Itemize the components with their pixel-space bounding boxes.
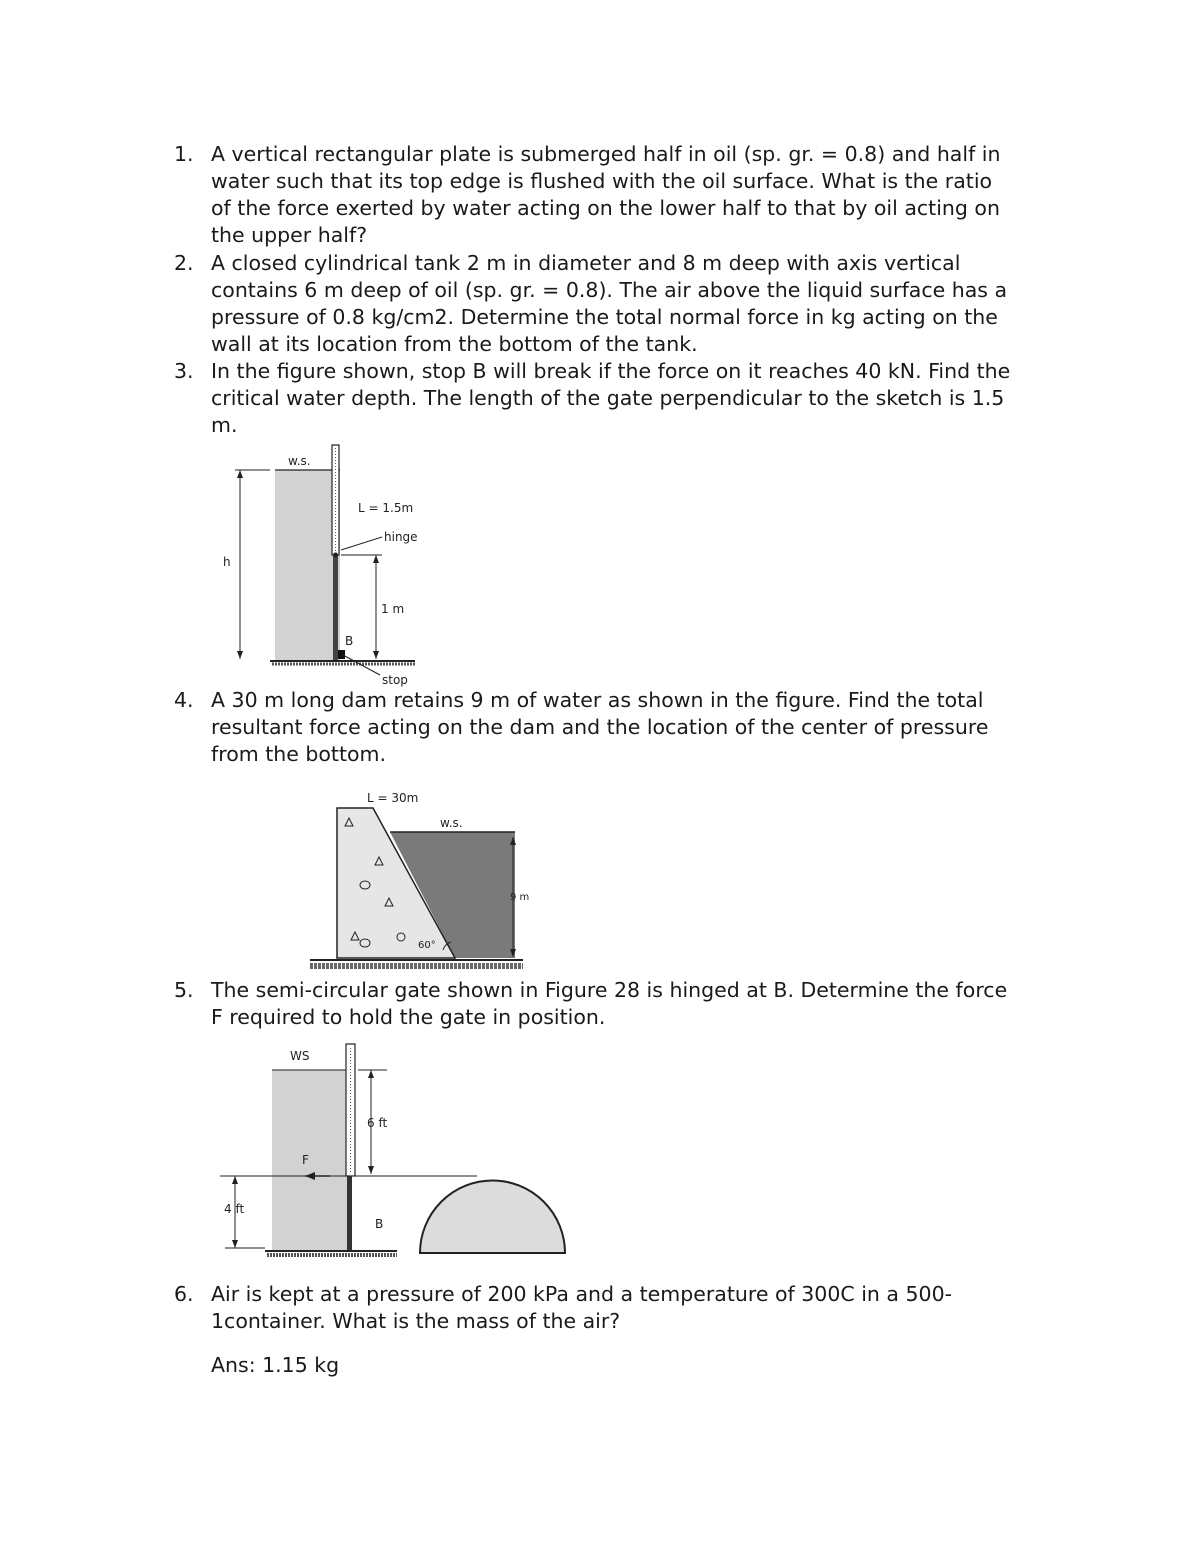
depth-label: 9 m [510, 892, 530, 903]
b-label: B [375, 1217, 384, 1231]
question-4 [174, 687, 1074, 768]
gate-stop-diagram [210, 440, 430, 690]
hinge-leader [341, 537, 382, 550]
dam-diagram [305, 780, 540, 975]
4ft-arrow-bottom [232, 1240, 238, 1248]
stop-block [338, 650, 345, 659]
6ft-label: 6 ft [367, 1116, 388, 1130]
question-text: In the figure shown, stop B will break if the force on it reaches 40 kN. Find the critical water depth. The length of the gate perpendicular to the sketch is 1.5 m. [211, 359, 1011, 437]
h-arrow-bottom [237, 651, 243, 659]
question-text: A vertical rectangular plate is submerged half in oil (sp. gr. = 0.8) and half in water such that its top edge is flushed with the oil surface. What is the ratio of the force exerted by water acting on the lower half to that by oil acting on the upper half? [211, 142, 1001, 247]
question-number: 5. [174, 978, 194, 1002]
figure-semicircular-gate [215, 1040, 580, 1270]
gate-plate [347, 1176, 352, 1251]
question-number: 1. [174, 142, 194, 166]
h-label: h [223, 555, 231, 569]
question-number: 2. [174, 251, 194, 275]
gate-height-label: 1 m [381, 602, 405, 616]
4ft-arrow-top [232, 1176, 238, 1184]
question-number: 4. [174, 688, 194, 712]
gate-plate [333, 555, 338, 660]
ws-label: w.s. [440, 816, 463, 830]
4ft-label: 4 ft [224, 1202, 245, 1216]
hinge-pin [333, 553, 338, 558]
ws-label: WS [290, 1049, 310, 1063]
dam-length-label: L = 30m [367, 791, 419, 805]
h-arrow-top [237, 470, 243, 478]
gate-length-label: L = 1.5m [358, 501, 414, 515]
question-1 [174, 141, 1074, 249]
6ft-arrow-bottom [368, 1166, 374, 1174]
6ft-arrow-top [368, 1070, 374, 1078]
figure-dam [305, 780, 540, 975]
b-label: B [345, 634, 354, 648]
water-region [272, 1070, 347, 1250]
question-6 [174, 1281, 1074, 1335]
water-region [275, 470, 340, 660]
1m-arrow-bottom [373, 651, 379, 659]
question-text: A closed cylindrical tank 2 m in diameter and 8 m deep with axis vertical contains 6 m deep of oil (sp. gr. = 0.8). The air above the liquid surface has a pressure of 0.8 kg/cm2. Determine the total normal force in kg acting on the wall at its location from the bottom of the tank. [211, 251, 1008, 356]
question-text: The semi-circular gate shown in Figure 28 is hinged at B. Determine the force F required to hold the gate in position. [211, 978, 1008, 1029]
force-label: F [302, 1153, 309, 1167]
question-number: 6. [174, 1282, 194, 1306]
semicircular-gate-diagram [215, 1040, 580, 1270]
question-text: Air is kept at a pressure of 200 kPa and a temperature of 300C in a 500- 1container. What is the mass of the air? [211, 1282, 953, 1333]
question-2 [174, 250, 1074, 358]
figure-gate-with-stop [210, 440, 430, 690]
answer-text: Ans: 1.15 kg [211, 1353, 340, 1377]
angle-label: 60° [418, 940, 436, 951]
question-3 [174, 358, 1074, 439]
question-number: 3. [174, 359, 194, 383]
1m-arrow-top [373, 555, 379, 563]
ws-label: w.s. [288, 454, 311, 468]
stop-label: stop [382, 673, 408, 687]
question-5 [174, 977, 1074, 1031]
semicircle-gate-view [420, 1181, 565, 1254]
question-text: A 30 m long dam retains 9 m of water as shown in the figure. Find the total resultant force acting on the dam and the location of the center of pressure from the bottom. [211, 688, 989, 766]
hinge-label: hinge [384, 530, 418, 544]
